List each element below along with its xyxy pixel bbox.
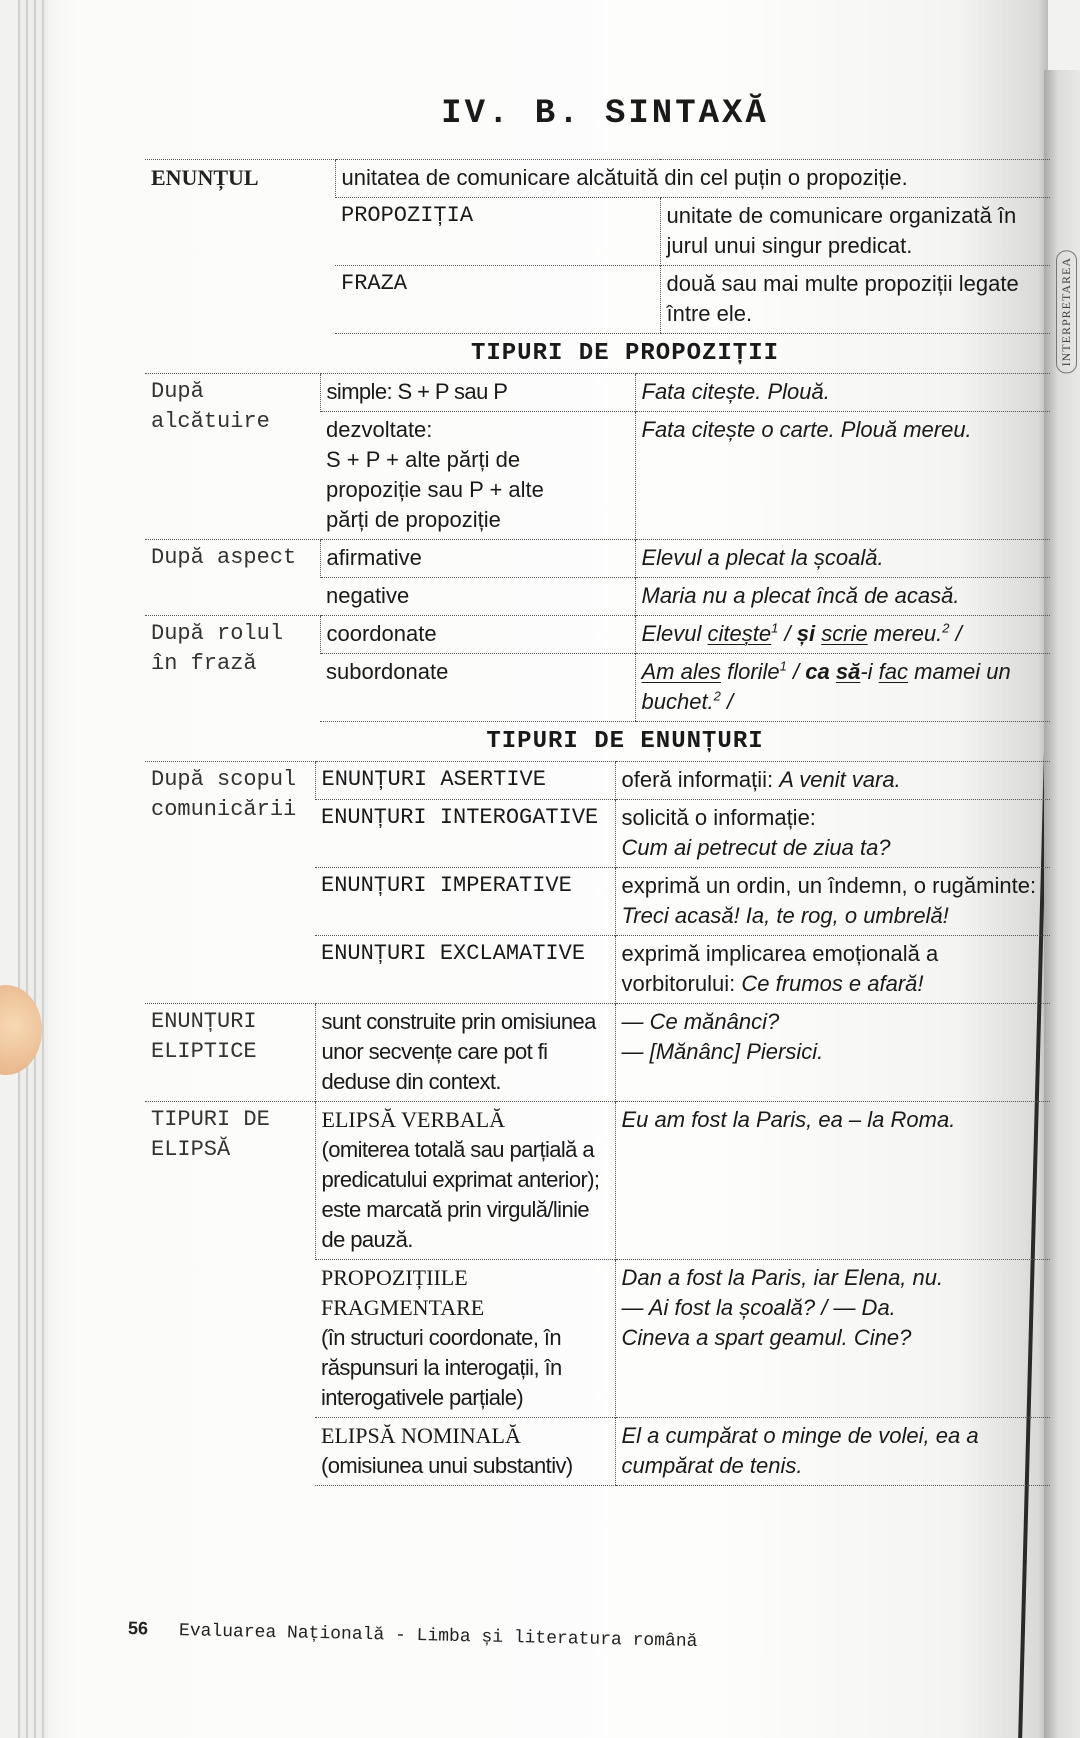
term-propozitia: PROPOZIȚIA — [335, 198, 660, 266]
example-eliptice: — Ce mănânci? — [Mănânc] Piersici. — [615, 1004, 1050, 1102]
type-asertive: ENUNȚURI ASERTIVE — [315, 762, 615, 800]
page-content — [145, 95, 1045, 1486]
type-line: S + P + alte părți de — [326, 447, 521, 472]
type-simple: simple: S + P sau P — [320, 374, 635, 412]
type-fragmentare: PROPOZIȚIILE FRAGMENTARE (în structuri coordonate, în răspunsuri la interogații, în interogativele parțiale) — [315, 1260, 615, 1418]
criterion-alcatuire: După alcătuire — [145, 374, 320, 540]
example-elipsa-verbala: Eu am fost la Paris, ea – la Roma. — [615, 1102, 1050, 1260]
example-fragmentare: Dan a fost la Paris, iar Elena, nu. — Ai fost la școală? / — Da. Cineva a spart geamul. Cine? — [615, 1260, 1050, 1418]
desc-asertive: oferă informații: A venit vara. — [615, 762, 1050, 800]
section-title-enunturi: TIPURI DE ENUNȚURI — [486, 728, 764, 755]
example-simple: Fata citește. Plouă. — [635, 374, 1050, 412]
type-elipsa-verbala: ELIPSĂ VERBALĂ (omiterea totală sau parțială a predicatului exprimat anterior); este marcată prin virgulă/linie de pauză. — [315, 1102, 615, 1260]
propozitii-table — [145, 373, 1050, 722]
example-afirmative: Elevul a plecat la școală. — [635, 540, 1050, 578]
type-interogative: ENUNȚURI INTEROGATIVE — [315, 800, 615, 868]
label-tipuri-elipsa: TIPURI DE ELIPSĂ — [145, 1102, 315, 1486]
section-title-propozitii: TIPURI DE PROPOZIȚII — [470, 340, 780, 367]
desc-eliptice: sunt construite prin omisiunea unor secvențe care pot fi deduse din context. — [315, 1004, 615, 1102]
desc-exclamative: exprimă implicarea emoțională a vorbitorului: Ce frumos e afară! — [615, 936, 1050, 1004]
page-number: 56 — [127, 1618, 149, 1639]
label-eliptice: ENUNȚURI ELIPTICE — [145, 1004, 315, 1102]
example-elipsa-nominala: El a cumpărat o minge de volei, ea a cumpărat de tenis. — [615, 1418, 1050, 1486]
type-subordonate: subordonate — [320, 654, 635, 722]
type-negative: negative — [320, 578, 635, 616]
type-line: propoziție sau P + alte — [326, 477, 544, 502]
type-imperative: ENUNȚURI IMPERATIVE — [315, 868, 615, 936]
criterion-aspect: După aspect — [145, 540, 320, 616]
example-negative: Maria nu a plecat încă de acasă. — [635, 578, 1050, 616]
type-line: dezvoltate: — [326, 417, 433, 442]
enuntul-label: ENUNȚUL — [145, 160, 335, 334]
example-subordonate: Am ales florile$^1$ / ca să-i fac mamei un buchet.$^2$ / — [635, 654, 1050, 722]
footer-text: Evaluarea Națională - Limba și literatura română — [178, 1621, 698, 1652]
criterion-scopul: După scopul comunicării — [145, 762, 315, 1004]
term-fraza: FRAZA — [335, 266, 660, 334]
type-afirmative: afirmative — [320, 540, 635, 578]
enuntul-table — [145, 159, 1050, 334]
type-dezvoltate — [320, 412, 635, 540]
desc-imperative: exprimă un ordin, un îndemn, o rugăminte: Treci acasă! Ia, te rog, o umbrelă! — [615, 868, 1050, 936]
desc-interogative: solicită o informație: Cum ai petrecut de ziua ta? — [615, 800, 1050, 868]
def-propozitia: unitate de comunicare organizată în jurul unui singur predicat. — [660, 198, 1050, 266]
type-exclamative: ENUNȚURI EXCLAMATIVE — [315, 936, 615, 1004]
enuntul-definition: unitatea de comunicare alcătuită din cel puțin o propoziție. — [335, 160, 1050, 198]
page-title: IV. B. SINTAXĂ — [441, 95, 769, 133]
enunturi-table — [145, 761, 1050, 1486]
criterion-rolul: După rolul în frază — [145, 616, 320, 722]
example-coordonate: Elevul citește$^1$ / și scrie mereu.$^2$ / — [635, 616, 1050, 654]
type-line: părți de propoziție — [326, 507, 501, 532]
example-dezvoltate: Fata citește o carte. Plouă mereu. — [635, 412, 1050, 540]
def-fraza: două sau mai multe propoziții legate între ele. — [660, 266, 1050, 334]
page-edges — [18, 0, 48, 1738]
type-elipsa-nominala: ELIPSĂ NOMINALĂ (omisiunea unui substantiv) — [315, 1418, 615, 1486]
type-coordonate: coordonate — [320, 616, 635, 654]
right-page-tab: INTERPRETAREA — [1056, 250, 1077, 373]
